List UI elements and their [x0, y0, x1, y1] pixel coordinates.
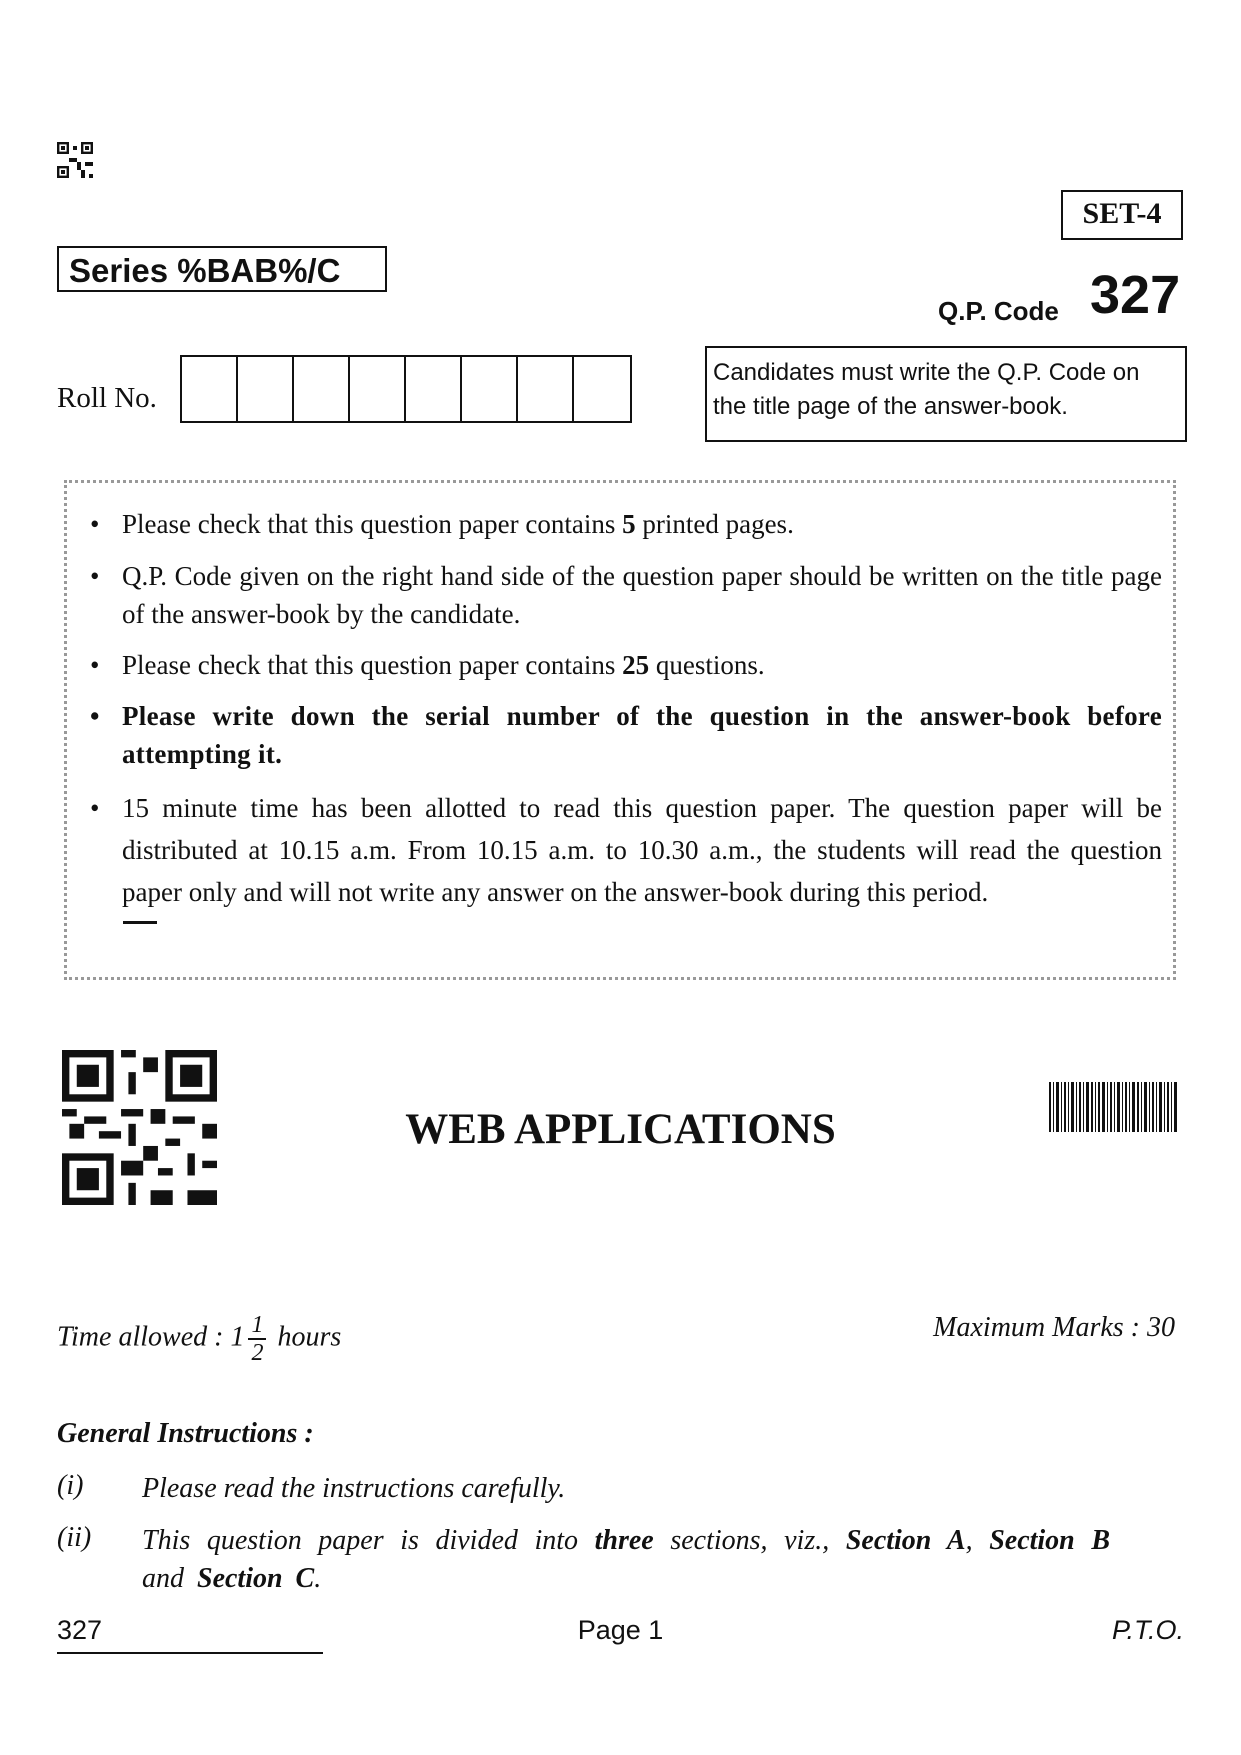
- barcode-icon: [1049, 1082, 1177, 1132]
- time-fraction: $\frac{1}{2}$: [248, 1312, 266, 1366]
- instructions-title: General Instructions :: [57, 1418, 314, 1449]
- notice-item: • Please check that this question paper contains 5 printed pages.: [90, 509, 794, 539]
- roll-cell[interactable]: [462, 357, 518, 421]
- series-label: Series %BAB%/C: [57, 246, 387, 292]
- notice-item: • Q.P. Code given on the right hand side of the question paper should be written on the title page of the answer-book by the candidate.: [90, 561, 1162, 629]
- roll-cell[interactable]: [350, 357, 406, 421]
- roll-number-label: Roll No.: [57, 382, 157, 414]
- notice-item: • Please write down the serial number of the question in the answer-book before attempting it.: [90, 701, 1162, 769]
- pto-label: P.T.O.: [1111, 1615, 1184, 1645]
- roll-cell[interactable]: [406, 357, 462, 421]
- notice-item: • Please check that this question paper contains 25 questions.: [90, 650, 765, 680]
- page-number: Page 1: [577, 1615, 664, 1645]
- candidate-note: Candidates must write the Q.P. Code on the title page of the answer-book.: [705, 346, 1187, 442]
- roll-cell[interactable]: [574, 357, 630, 421]
- roll-number-grid[interactable]: [180, 355, 632, 423]
- paper-title: WEB APPLICATIONS: [405, 1106, 836, 1153]
- maximum-marks: Maximum Marks : 30: [933, 1312, 1175, 1343]
- qp-code-label: Q.P. Code: [938, 296, 1059, 326]
- roll-cell[interactable]: [182, 357, 238, 421]
- time-allowed: Time allowed : 1 $\frac{1}{2}$ hours: [57, 1312, 342, 1366]
- footer-rule: [57, 1652, 323, 1654]
- small-qr-code-icon: [57, 142, 93, 178]
- dash-mark: [123, 921, 157, 924]
- set-label: SET-4: [1061, 190, 1183, 240]
- roll-cell[interactable]: [238, 357, 294, 421]
- qp-code-value: 327: [1090, 265, 1181, 325]
- roll-cell[interactable]: [518, 357, 574, 421]
- instruction-item: Please read the instructions carefully.: [142, 1473, 566, 1504]
- notice-box: [64, 480, 1176, 980]
- roll-cell[interactable]: [294, 357, 350, 421]
- footer-code: 327: [57, 1615, 103, 1645]
- instruction-number: (ii): [57, 1522, 92, 1553]
- instruction-item: This question paper is divided into three sections, viz., Section A, Section B and Section C.: [142, 1525, 1111, 1594]
- notice-item: • 15 minute time has been allotted to read this question paper. The question paper will be distributed at 10.15 a.m. From 10.15 a.m. to 10.30 a.m., the students will read the question paper only and will not write any answer on the answer-book during this period.: [90, 793, 1162, 907]
- instruction-number: (i): [57, 1470, 84, 1501]
